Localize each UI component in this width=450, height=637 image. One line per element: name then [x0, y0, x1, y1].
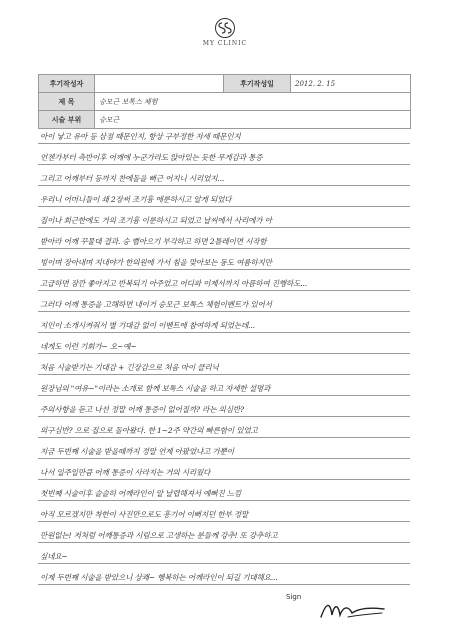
body-line: 이제 두번째 시술을 받았으니 상쾌~ 행복하는 어깨라인이 되길 기대해요... [38, 565, 410, 585]
clinic-logo [0, 0, 450, 56]
body-line: 첫번째 시술이후 슬슬히 어깨라인이 알 날렵해져서 예뻐진 느낌 [38, 481, 410, 501]
title-label: 제 목 [39, 93, 95, 111]
body-line: 원장님의 "여유~"이라는 소개로 함께 보톡스 시술을 하고 자세한 설명과 [38, 376, 410, 396]
body-line: 그리고 어깨부터 등까지 찬에돌을 뻐근 어지니 시리었지... [38, 166, 410, 186]
ss-monogram-icon [214, 17, 236, 39]
body-line: 우리니 어머니들이 쇄 2장써 조기흉 에룬하시고 알게 되었다 [38, 187, 410, 207]
body-line: 아직 모르겠지만 착한이 사진만으로도 흥기어 이뻐지던 한부 정말 [38, 502, 410, 522]
sign-label: Sign [286, 593, 302, 601]
body-line: 네게도 이런 기회가~ 오~예~ [38, 334, 410, 354]
body-line: 아이 낳고 유아 등 삼점 때문인지, 항상 구부정한 자세 때문인지 [38, 124, 410, 144]
handwritten-signature [318, 597, 388, 623]
review-body [38, 124, 410, 584]
area-label: 시술 부위 [39, 111, 95, 129]
body-line: 싶네요~ [38, 544, 410, 564]
area-value: 승모근 [95, 111, 411, 129]
body-line: 처음 시술받기는 기대감 + 긴장감으로 처음 마이 클리닉 [38, 355, 410, 375]
body-line: 받아라 어깨 꾸물대 결과. 승 뻡아으기 부각하고 하면 2틀레이면 시작함 [38, 229, 410, 249]
body-line: 지금 두번째 시술을 받을때까지 정말 언제 아팠었냐고 가뿐이 [38, 439, 410, 459]
date-value: 2012. 2. 15 [291, 75, 411, 93]
body-line: 만원없는! 저처럼 어깨통증과 시림으로 고생하는 분들께 강추! 또 강추하고 [38, 523, 410, 543]
body-line: 지인이 소개시켜줘서 별 기대감 없이 이벤트에 참여하게 되었는데... [38, 313, 410, 333]
body-line: 고급하면 잠깐 좋아지고 반복되기 아주었고 어디파 이제서까지 아픔하여 진행하도... [38, 271, 410, 291]
title-value: 승모근 보톡스 체험 [95, 93, 411, 111]
clinic-name: MY CLINIC [202, 40, 248, 47]
body-line: 그러다 어깨 통증을 고해하면 내이거 승모근 보톡스 체험이벤트가 있어서 [38, 292, 410, 312]
author-value [95, 75, 224, 93]
date-label: 후기작성일 [224, 75, 291, 93]
author-label: 후기작성자 [39, 75, 95, 93]
body-line: 의구심반? 으로 집으로 돌아왔다. 한 1~2주 약간의 빠른함이 있었고 [38, 418, 410, 438]
body-line: 나서 일주일만큼 어깨 통증이 사라지는 거의 시리웠다 [38, 460, 410, 480]
body-line: 주의사항을 듣고 나선 정말 어깨 통증이 없어질까? 라는 의심반? [38, 397, 410, 417]
body-line: 빙이며 장아내며 지내야가 한의원에 가서 침을 맞아보는 동도 여름하지만 [38, 250, 410, 270]
body-line: 집이나 회근한에도 거의 조기흉 이룬하시고 되었고 날씨에서 사리에가 아 [38, 208, 410, 228]
review-form-header [38, 74, 411, 129]
body-line: 언젠가부터 측반이후 어깨에 누군가라도 앉아있는 듯한 무게감과 통증 [38, 145, 410, 165]
